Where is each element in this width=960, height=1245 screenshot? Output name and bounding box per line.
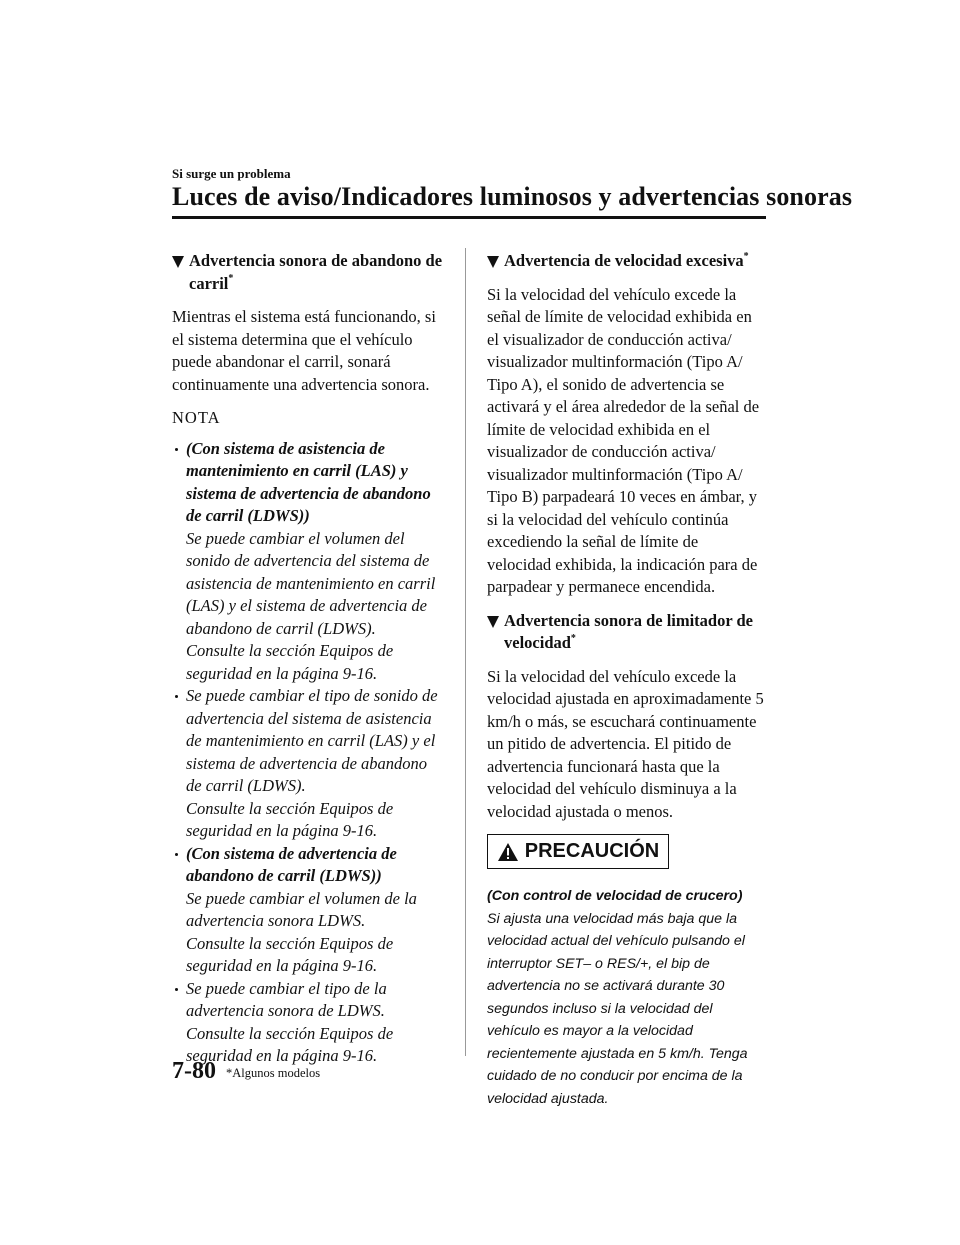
- note-item: [172, 978, 444, 1068]
- triangle-marker-icon: [487, 256, 499, 268]
- chapter-title: Luces de aviso/Indicadores luminosos y advertencias sonoras: [172, 182, 853, 211]
- footnote: *Algunos modelos: [226, 1066, 321, 1080]
- bullet-icon: [175, 448, 178, 451]
- heading-lane-departure-warning: [172, 250, 444, 295]
- body-paragraph: Si la velocidad del vehículo excede la velocidad ajustada en aproximadamente 5 km/h o más, se escuchará continuamente un pitido de advertencia. El pitido de advertencia funcionará hasta que la velocidad del vehículo disminuya a la velocidad ajustada o menos.: [487, 666, 764, 821]
- heading-text: Advertencia de velocidad excesiva: [504, 251, 744, 270]
- right-column: [487, 250, 765, 1110]
- triangle-marker-icon: [172, 256, 184, 268]
- note-reference: Consulte la sección Equipos de seguridad en la página 9-16.: [186, 1023, 394, 1065]
- triangle-marker-icon: [487, 616, 499, 628]
- note-text: Se puede cambiar el volumen del sonido de advertencia del sistema de asistencia de mantenimiento en carril (LAS) y el sistema de advertencia de abandono de carril (LDWS).: [186, 528, 436, 638]
- bullet-icon: [175, 988, 178, 991]
- section-label: Si surge un problema: [172, 166, 291, 181]
- note-reference: Consulte la sección Equipos de seguridad en la página 9-16.: [186, 933, 394, 975]
- caution-condition: (Con control de velocidad de crucero): [487, 888, 743, 904]
- note-list: [172, 438, 444, 1068]
- note-condition: (Con sistema de advertencia de abandono de carril (LDWS)): [186, 843, 397, 885]
- caution-box: [487, 834, 669, 869]
- column-divider: [465, 248, 466, 1056]
- bullet-icon: [175, 853, 178, 856]
- caution-text-block: [487, 885, 765, 1110]
- heading-text: Advertencia sonora de abandono de carril: [189, 251, 443, 293]
- asterisk-mark: *: [743, 250, 749, 262]
- nota-label: NOTA: [172, 408, 221, 427]
- body-paragraph: Si la velocidad del vehículo excede la señal de límite de velocidad exhibida en el visualizador de conducción activa/ visualizador multinformación (Tipo A/ Tipo A), el sonido de advertencia se activará y el área alrededor de la señal de límite de velocidad exhibida en el visualizador de conducción activa/ visualizador multinformación (Tipo A/ Tipo B) parpadeará 10 veces en ámbar, y si la velocidad del vehículo continúa excediendo la señal de límite de velocidad exhibida, la indicación para de parpadear y permanece encendida.: [487, 284, 760, 596]
- asterisk-mark: *: [228, 273, 234, 284]
- title-rule: [172, 216, 766, 219]
- caution-title: PRECAUCIÓN: [524, 840, 660, 863]
- caution-text: Si ajusta una velocidad más baja que la velocidad actual del vehículo pulsando el interruptor SET– o RES/+, el bip de advertencia no se activará durante 30 segundos incluso si la velocidad del vehículo es mayor a la velocidad recientemente ajustada en 5 km/h. Tenga cuidado de no conducir por encima de la velocidad ajustada.: [487, 910, 748, 1107]
- note-reference: Consulte la sección Equipos de seguridad en la página 9-16.: [186, 798, 394, 840]
- left-column: [172, 250, 444, 1068]
- bullet-icon: [175, 695, 178, 698]
- body-paragraph: Mientras el sistema está funcionando, si el sistema determina que el vehículo puede abandonar el carril, sonará continuamente una advertencia sonora.: [172, 307, 436, 394]
- note-reference: Consulte la sección Equipos de seguridad en la página 9-16.: [186, 641, 394, 683]
- heading-speed-limiter-warning: [487, 610, 765, 655]
- note-item: [172, 843, 444, 978]
- asterisk-mark: *: [570, 632, 576, 644]
- note-text: Se puede cambiar el volumen de la advertencia sonora LDWS.: [186, 888, 417, 930]
- page-number: 7-80: [172, 1058, 216, 1084]
- heading-text: Advertencia sonora de limitador de velocidad: [504, 610, 754, 652]
- note-item: [172, 438, 444, 686]
- note-item: [172, 685, 444, 843]
- note-text: Se puede cambiar el tipo de la advertencia sonora de LDWS.: [186, 978, 387, 1020]
- note-text: Se puede cambiar el tipo de sonido de advertencia del sistema de asistencia de mantenimiento en carril (LAS) y el sistema de advertencia de abandono de carril (LDWS).: [186, 686, 438, 795]
- note-condition: (Con sistema de asistencia de mantenimiento en carril (LAS) y sistema de advertencia de abandono de carril (LDWS)): [186, 438, 431, 525]
- warning-triangle-icon: [497, 842, 519, 862]
- heading-overspeed-warning: [487, 250, 765, 273]
